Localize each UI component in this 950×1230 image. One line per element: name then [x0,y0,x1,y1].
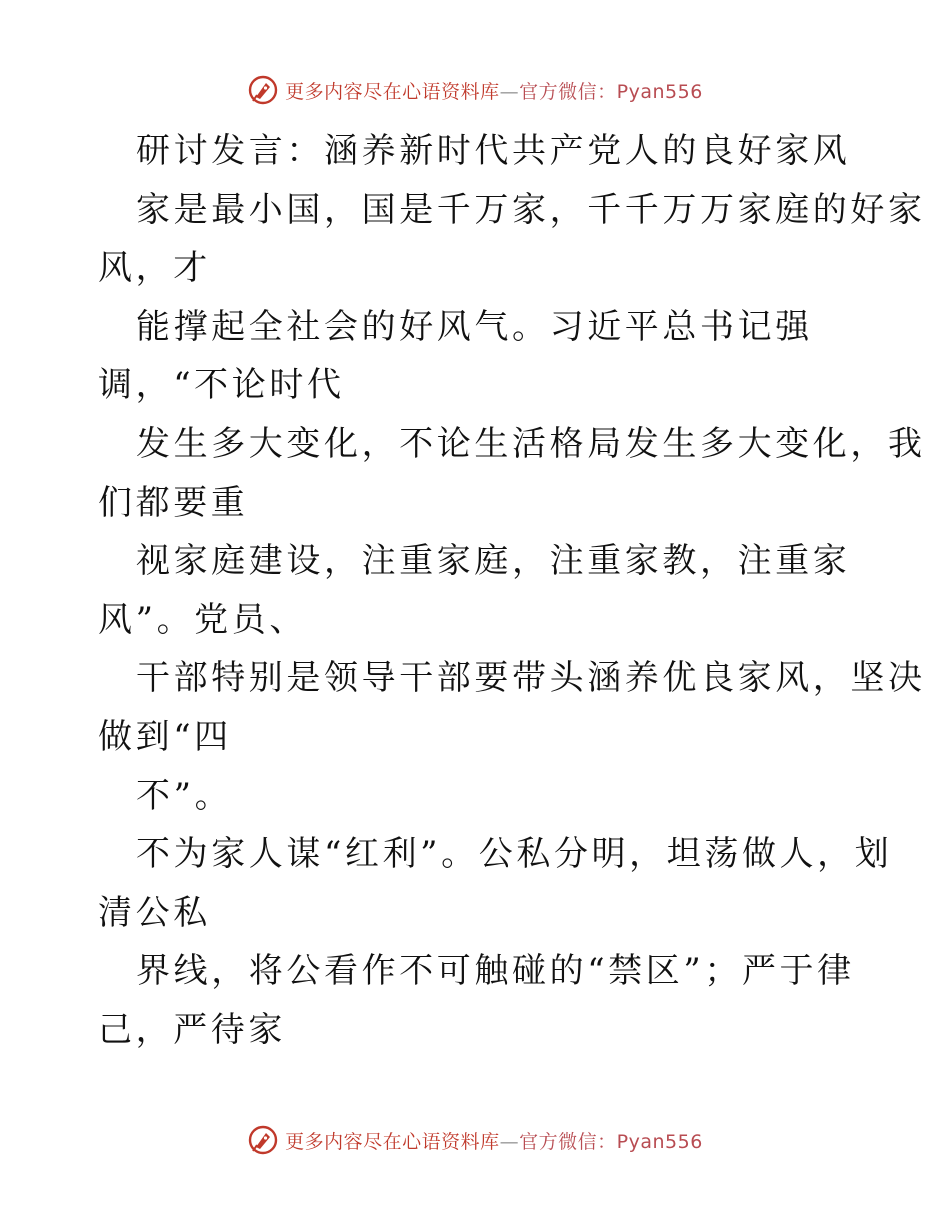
banner-brand: 更多内容尽在心语资料库 [285,80,500,103]
banner-wechat: 官方微信：Pyan556 [519,80,703,103]
banner-separator: — [499,80,520,103]
text-line: 调，“不论时代 [98,365,345,406]
text-line: 视家庭建设，注重家庭，注重家教，注重家 [136,541,851,582]
document-title: 研讨发言：涵养新时代共产党人的良好家风 [136,131,851,171]
text-line: 风，才 [98,248,211,289]
text-line: 不为家人谋“红利”。公私分明，坦荡做人，划 [136,834,893,875]
text-line: 己，严待家 [98,1009,286,1050]
pen-nib-icon [247,74,279,106]
text-line: 能撑起全社会的好风气。习近平总书记强 [136,306,813,347]
text-line: 不”。 [136,775,233,816]
document-body [98,122,926,1060]
banner-brand: 更多内容尽在心语资料库 [285,1130,500,1153]
text-line: 干部特别是领导干部要带头涵养优良家风，坚决 [136,658,926,699]
text-line: 们都要重 [98,482,249,523]
text-line: 清公私 [98,892,211,933]
banner-separator: — [499,1130,520,1153]
text-line: 界线，将公看作不可触碰的“禁区”；严于律 [136,951,855,992]
banner-text [285,77,703,104]
banner-text [285,1127,703,1154]
text-line: 发生多大变化，不论生活格局发生多大变化，我 [136,423,926,464]
pen-nib-icon [247,1124,279,1156]
banner-wechat: 官方微信：Pyan556 [519,1130,703,1153]
footer-banner [0,1120,950,1160]
text-line: 做到“四 [98,716,232,757]
header-banner [0,70,950,110]
text-line: 家是最小国，国是千万家，千千万万家庭的好家 [136,189,926,230]
text-line: 风”。党员、 [98,599,307,640]
